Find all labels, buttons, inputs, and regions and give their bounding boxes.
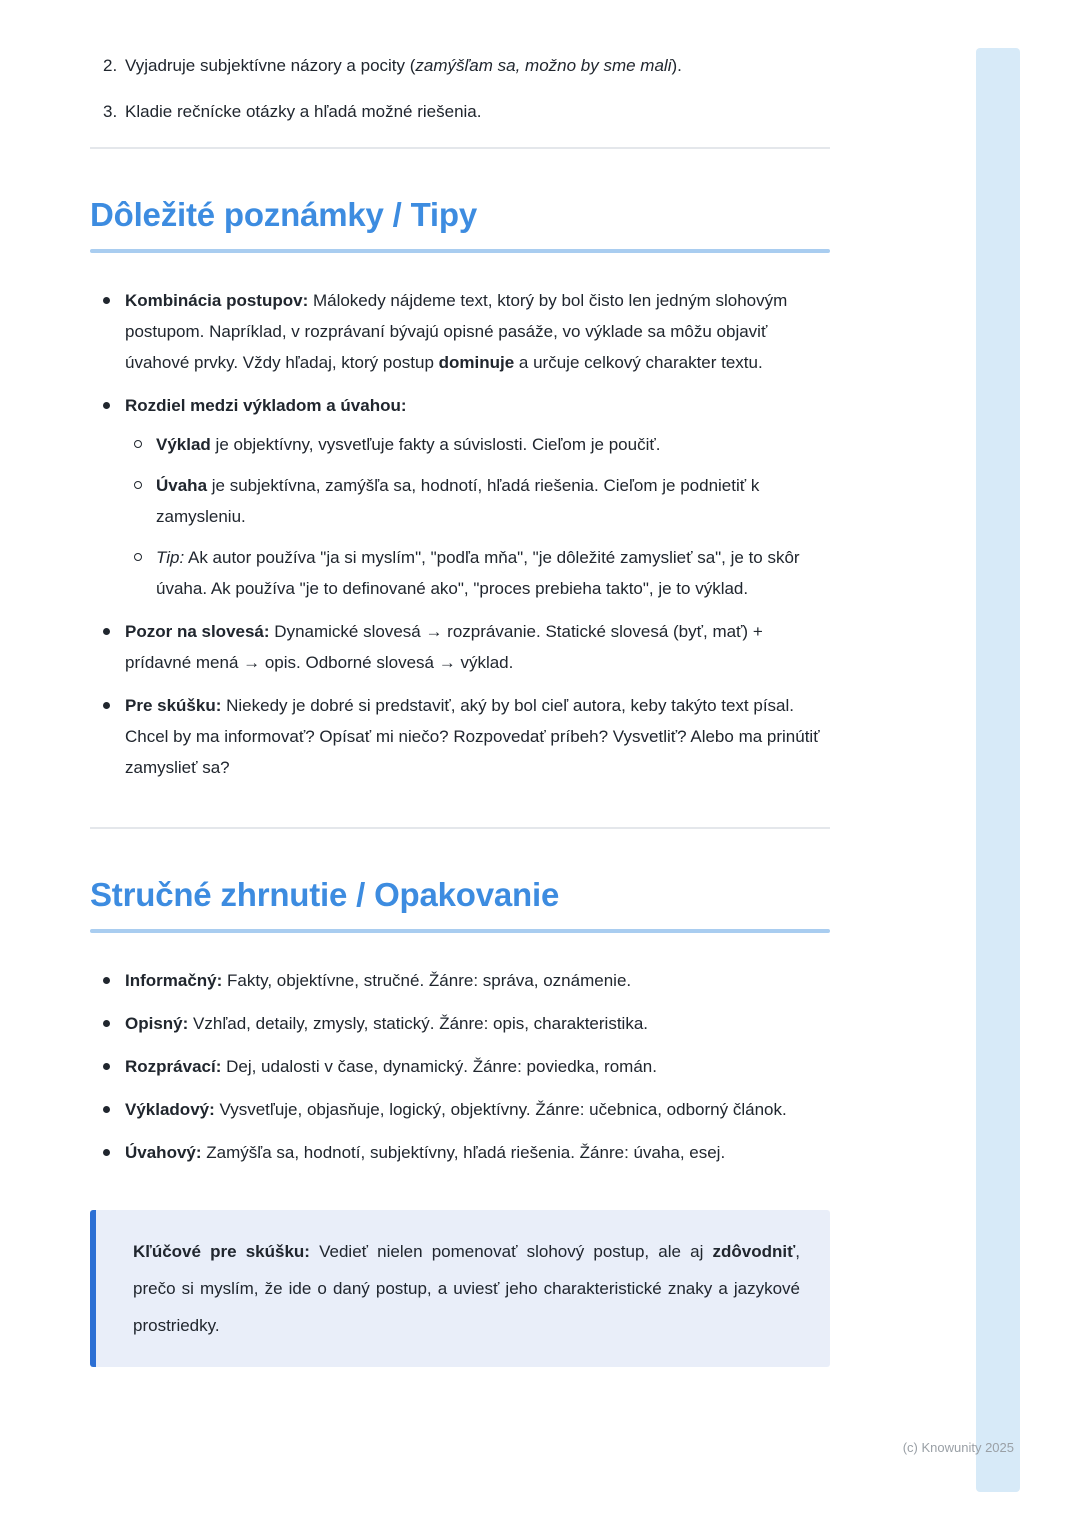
text-segment: Výklad bbox=[156, 435, 211, 454]
bullet-item bbox=[90, 1137, 830, 1168]
text-segment: ). bbox=[671, 56, 682, 75]
bullet-text bbox=[125, 291, 787, 372]
text-segment: Úvahový: bbox=[125, 1143, 202, 1162]
bullet-text bbox=[125, 1057, 657, 1076]
text-segment: Dej, udalosti v čase, dynamický. Žánre: poviedka, román. bbox=[221, 1057, 657, 1076]
exam-key-callout bbox=[90, 1210, 830, 1367]
text-segment: Vzhľad, detaily, zmysly, statický. Žánre: opis, charakteristika. bbox=[188, 1014, 649, 1033]
text-segment: je subjektívna, zamýšľa sa, hodnotí, hľadá riešenia. Cieľom je podnietiť k zamysleniu. bbox=[156, 476, 760, 526]
item-text bbox=[125, 96, 482, 127]
bullet-item bbox=[90, 1051, 830, 1082]
sub-bullet-item bbox=[125, 470, 830, 532]
section-title-underline bbox=[90, 929, 830, 933]
sub-bullet-text bbox=[156, 435, 660, 454]
item-number: 2. bbox=[103, 56, 118, 75]
section-title-underline bbox=[90, 249, 830, 253]
text-segment: Rozdiel medzi výkladom a úvahou: bbox=[125, 396, 407, 415]
text-segment: Ak autor používa "ja si myslím", "podľa mňa", "je dôležité zamyslieť sa", je to skôr úvaha. Ak používa "je to definované ako", "proces prebieha takto", je to výklad. bbox=[156, 548, 800, 598]
bullet-text bbox=[125, 1143, 725, 1162]
bullet-text bbox=[125, 971, 631, 990]
text-segment: Výkladový: bbox=[125, 1100, 215, 1119]
text-segment: Dynamické slovesá → rozprávanie. Statické slovesá (byť, mať) + prídavné mená → opis. Odborné slovesá → výklad. bbox=[125, 622, 763, 672]
text-segment: Informačný: bbox=[125, 971, 223, 990]
item-number: 3. bbox=[103, 102, 118, 121]
text-segment: zamýšľam sa, možno by sme mali bbox=[415, 56, 672, 75]
text-segment: Fakty, objektívne, stručné. Žánre: správa, oznámenie. bbox=[222, 971, 632, 990]
text-segment: Tip: bbox=[156, 548, 185, 567]
text-segment: a určuje celkový charakter textu. bbox=[514, 353, 763, 372]
summary-bullet-list bbox=[90, 965, 830, 1168]
bullet-item bbox=[90, 390, 830, 604]
text-segment: je objektívny, vysvetľuje fakty a súvislosti. Cieľom je poučiť. bbox=[210, 435, 661, 454]
section-divider bbox=[90, 827, 830, 829]
bullet-text bbox=[125, 396, 407, 415]
item-text bbox=[125, 50, 682, 81]
bullet-item bbox=[90, 616, 830, 678]
notes-bullet-list bbox=[90, 285, 830, 783]
bullet-text bbox=[125, 1100, 787, 1119]
section-divider bbox=[90, 147, 830, 149]
sub-bullet-item bbox=[125, 542, 830, 604]
text-segment: Vysvetľuje, objasňuje, logický, objektívny. Žánre: učebnica, odborný článok. bbox=[214, 1100, 787, 1119]
text-segment: zdôvodniť bbox=[712, 1242, 796, 1261]
side-panel-stripe bbox=[976, 48, 1020, 1492]
sub-bullet-list bbox=[125, 429, 830, 604]
text-segment: Málokedy nájdeme text, ktorý by bol čisto len jedným slohovým postupom. Napríklad, v rozprávaní bývajú opisné pasáže, vo výklade sa môžu objaviť úvahové prvky. Vždy hľadaj, ktorý postup bbox=[125, 291, 788, 372]
list-item bbox=[90, 50, 830, 81]
summary-section bbox=[90, 875, 830, 1168]
text-segment: , prečo si myslím, že ide o daný postup, a uviesť jeho charakteristické znaky a jazykové prostriedky. bbox=[133, 1242, 801, 1335]
top-numbered-list bbox=[90, 50, 830, 127]
text-segment: Opisný: bbox=[125, 1014, 189, 1033]
watermark: (c) Knowunity 2025 bbox=[902, 1440, 1014, 1455]
text-segment: Úvaha bbox=[156, 476, 208, 495]
callout-text bbox=[133, 1233, 800, 1344]
list-item bbox=[90, 96, 830, 127]
bullet-text bbox=[125, 1014, 648, 1033]
notes-section bbox=[90, 195, 830, 783]
bullet-item bbox=[90, 965, 830, 996]
text-segment: Pre skúšku: bbox=[125, 696, 222, 715]
section-title: Dôležité poznámky / Tipy bbox=[90, 196, 478, 233]
document-content bbox=[90, 0, 830, 1367]
section-title: Stručné zhrnutie / Opakovanie bbox=[90, 876, 560, 913]
sub-bullet-text bbox=[156, 548, 800, 598]
text-segment: Rozprávací: bbox=[125, 1057, 222, 1076]
sub-bullet-text bbox=[156, 476, 759, 526]
bullet-item bbox=[90, 1008, 830, 1039]
bullet-item bbox=[90, 285, 830, 378]
text-segment: Zamýšľa sa, hodnotí, subjektívny, hľadá riešenia. Žánre: úvaha, esej. bbox=[201, 1143, 726, 1162]
text-segment: dominuje bbox=[438, 353, 515, 372]
sub-bullet-item bbox=[125, 429, 830, 460]
bullet-item bbox=[90, 1094, 830, 1125]
text-segment: Vedieť nielen pomenovať slohový postup, ale aj bbox=[309, 1242, 713, 1261]
text-segment: Pozor na slovesá: bbox=[125, 622, 270, 641]
text-segment: Niekedy je dobré si predstaviť, aký by bol cieľ autora, keby takýto text písal. Chcel by ma informovať? Opísať mi niečo? Rozpovedať príbeh? Vysvetliť? Alebo ma prinútiť zamyslieť sa? bbox=[125, 696, 820, 777]
text-segment: Kladie rečnícke otázky a hľadá možné riešenia. bbox=[125, 102, 482, 121]
text-segment: Vyjadruje subjektívne názory a pocity ( bbox=[125, 56, 416, 75]
bullet-item bbox=[90, 690, 830, 783]
text-segment: Kľúčové pre skúšku: bbox=[133, 1242, 310, 1261]
bullet-text bbox=[125, 696, 820, 777]
text-segment: Kombinácia postupov: bbox=[125, 291, 309, 310]
bullet-text bbox=[125, 622, 763, 672]
